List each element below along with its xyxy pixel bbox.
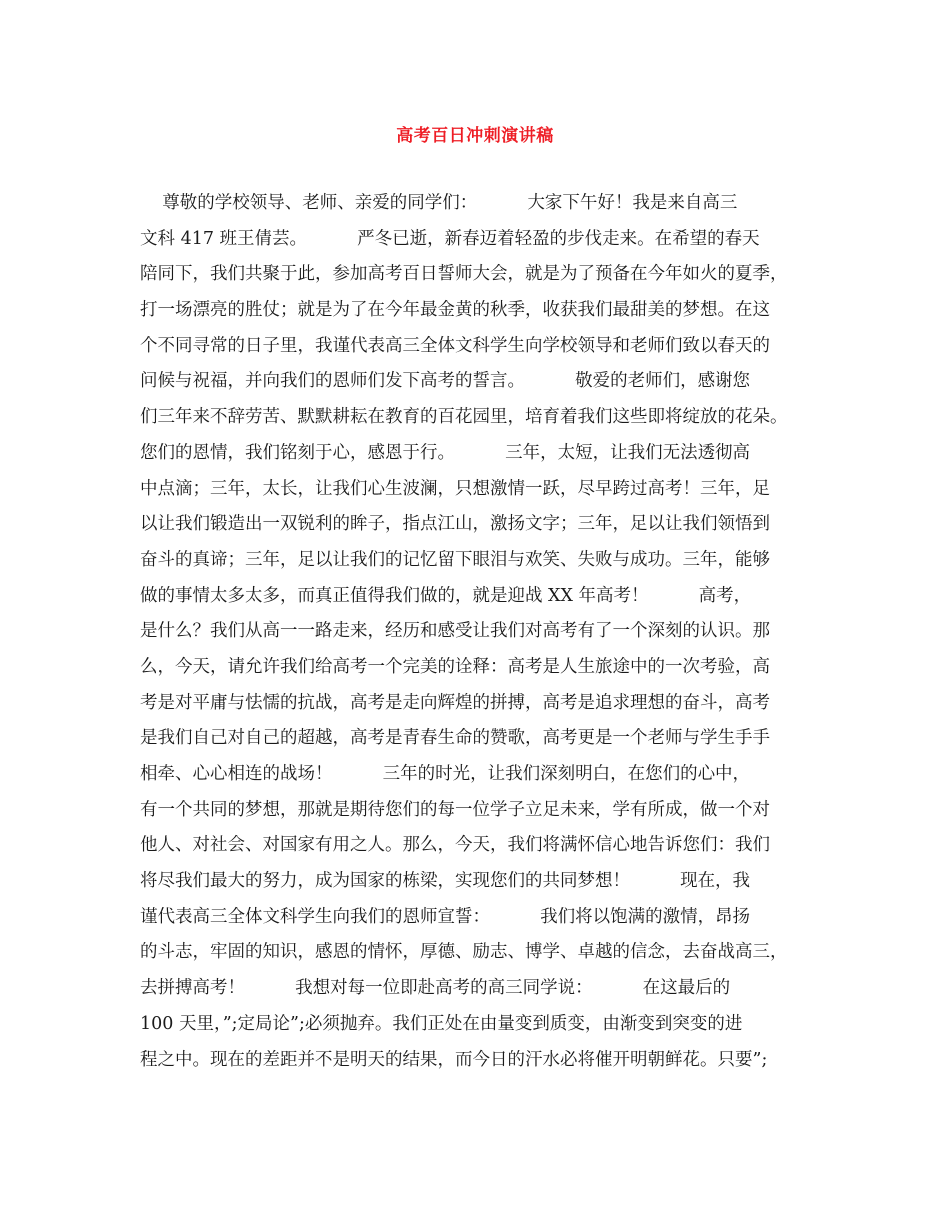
body-text-line: 么，今天，请允许我们给高考一个完美的诠释：高考是人生旅途中的一次考验，高 — [140, 656, 770, 677]
body-text-line: 相牵、心心相连的战场！ 三年的时光，让我们深刻明白，在您们的心中， — [140, 764, 751, 784]
body-text-line: 谨代表高三全体文科学生向我们的恩师宣誓： 我们将以饱满的激情，昂扬 — [140, 906, 751, 927]
body-text-line: 们三年来不辞劳苦、默默耕耘在教育的百花园里，培育着我们这些即将绽放的花朵。 — [140, 407, 788, 428]
body-text-line: 以让我们锻造出一双锐利的眸子，指点江山，激扬文字；三年，足以让我们领悟到 — [140, 514, 770, 535]
body-text-line: 打一场漂亮的胜仗；就是为了在今年最金黄的秋季，收获我们最甜美的梦想。在这 — [140, 300, 770, 321]
body-text-line: 尊敬的学校领导、老师、亲爱的同学们： 大家下午好！我是来自高三 — [140, 193, 738, 213]
body-text-line: 个不同寻常的日子里，我谨代表高三全体文科学生向学校领导和老师们致以春天的 — [140, 335, 770, 356]
body-text-line: 他人、对社会、对国家有用之人。那么，今天，我们将满怀信心地告诉您们：我们 — [140, 835, 770, 856]
body-text-line: 文科 417 班王倩芸。 严冬已逝，新春迈着轻盈的步伐走来。在希望的春天 — [140, 228, 760, 249]
body-text-line: 问候与祝福，并向我们的恩师们发下高考的誓言。 敬爱的老师们，感谢您 — [140, 371, 751, 392]
body-text-line: 考是对平庸与怯懦的抗战，高考是走向辉煌的拼搏，高考是追求理想的奋斗，高考 — [140, 692, 770, 713]
body-text-line: 100 天里，”;定局论”;必须抛弃。我们正处在由量变到质变，由渐变到突变的进 — [140, 1013, 743, 1034]
body-text-line: 是什么？我们从高一一路走来，经历和感受让我们对高考有了一个深刻的认识。那 — [140, 621, 770, 642]
body-text-line: 去拼搏高考！ 我想对每一位即赴高考的高三同学说： 在这最后的 — [140, 978, 731, 999]
body-text-line: 做的事情太多太多，而真正值得我们做的，就是迎战 XX 年高考！ 高考， — [140, 585, 752, 606]
body-text-line: 陪同下，我们共聚于此，参加高考百日誓师大会，就是为了预备在今年如火的夏季， — [140, 264, 788, 285]
document-title: 高考百日冲刺演讲稿 — [396, 126, 554, 146]
body-text-line: 程之中。现在的差距并不是明天的结果，而今日的汗水必将催开明朝鲜花。只要”; — [140, 1049, 768, 1070]
document-body — [140, 186, 830, 1078]
body-text-line: 有一个共同的梦想，那就是期待您们的每一位学子立足未来，学有所成，做一个对 — [140, 799, 770, 820]
body-text-line: 将尽我们最大的努力，成为国家的栋梁，实现您们的共同梦想！ 现在，我 — [140, 871, 751, 892]
body-text-line: 您们的恩情，我们铭刻于心，感恩于行。 三年，太短，让我们无法透彻高 — [140, 442, 751, 463]
body-text-line: 的斗志，牢固的知识，感恩的情怀，厚德、励志、博学、卓越的信念，去奋战高三， — [140, 942, 788, 963]
body-text-line: 是我们自己对自己的超越，高考是青春生命的赞歌，高考更是一个老师与学生手手 — [140, 728, 770, 749]
body-text-line: 中点滴；三年，太长，让我们心生波澜，只想激情一跃，尽早跨过高考！三年，足 — [140, 478, 770, 499]
body-text-line: 奋斗的真谛；三年，足以让我们的记忆留下眼泪与欢笑、失败与成功。三年，能够 — [140, 549, 770, 570]
